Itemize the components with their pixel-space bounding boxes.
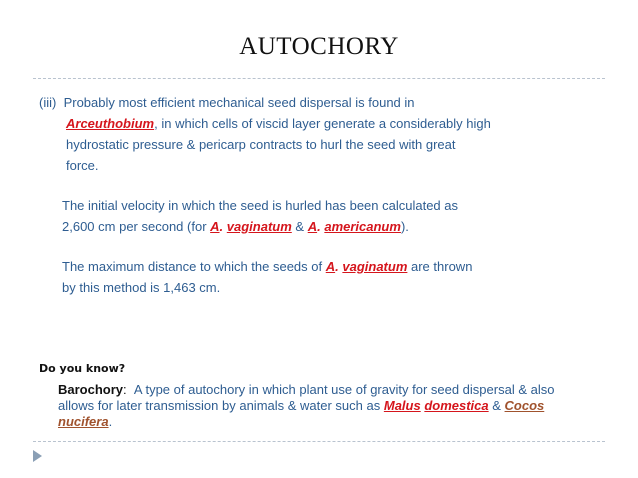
para1-line4: force. [66, 158, 99, 173]
play-triangle-icon [33, 450, 42, 462]
term-barochory: Barochory [58, 382, 124, 397]
species-malus: Malus [383, 398, 421, 413]
species-vaginatum-2: vaginatum [342, 259, 408, 274]
para2-line1: The initial velocity in which the seed is hurled has been calculated as [62, 198, 459, 213]
para3-text-pre: The maximum distance to which the seeds of [62, 259, 326, 274]
barochory-text1: A type of autochory in which plant use of gravity for seed dispersal & also [133, 382, 555, 397]
species-a-genus-1: A [210, 219, 220, 234]
slide-title: AUTOCHORY [239, 33, 399, 60]
bottom-divider [33, 441, 605, 442]
dot-3: . [335, 259, 339, 274]
para1-line2 [66, 116, 491, 132]
ampersand-1: & [291, 219, 308, 234]
para2-text-pre: 2,600 cm per second (for [62, 219, 211, 234]
species-arceuthobium: Arceuthobium [66, 116, 155, 131]
para3-line1 [62, 259, 472, 275]
para2-text-post: ). [400, 219, 409, 234]
barochory-line2 [58, 398, 544, 414]
species-cocos: Cocos [504, 398, 545, 413]
para2-line2 [62, 219, 409, 235]
para1-text2: , in which cells of viscid layer generate a considerably high [154, 116, 491, 131]
species-vaginatum-1: vaginatum [226, 219, 292, 234]
species-nucifera: nucifera [58, 414, 109, 429]
ampersand-2: & [488, 398, 505, 413]
para3-line2: by this method is 1,463 cm. [62, 280, 221, 295]
barochory-end: . [108, 414, 113, 429]
did-you-know-heading: Do you know? [39, 362, 126, 375]
top-divider [33, 78, 605, 79]
list-marker: (iii) [39, 95, 57, 110]
dot-1: . [219, 219, 224, 234]
barochory-line3 [58, 414, 112, 430]
species-a-genus-2: A [307, 219, 318, 234]
species-a-genus-3: A [325, 259, 336, 274]
species-domestica: domestica [424, 398, 489, 413]
dot-2: . [317, 219, 321, 234]
barochory-line1 [58, 382, 554, 398]
para1-line3: hydrostatic pressure & pericarp contracts to hurl the seed with great [66, 137, 456, 152]
species-americanum: americanum [324, 219, 401, 234]
para3-text-post: are thrown [407, 259, 473, 274]
para1-text1: Probably most efficient mechanical seed dispersal is found in [63, 95, 415, 110]
para1-line1 [39, 95, 415, 111]
barochory-text2: allows for later transmission by animals & water such as [58, 398, 384, 413]
term-colon: : [123, 382, 127, 397]
